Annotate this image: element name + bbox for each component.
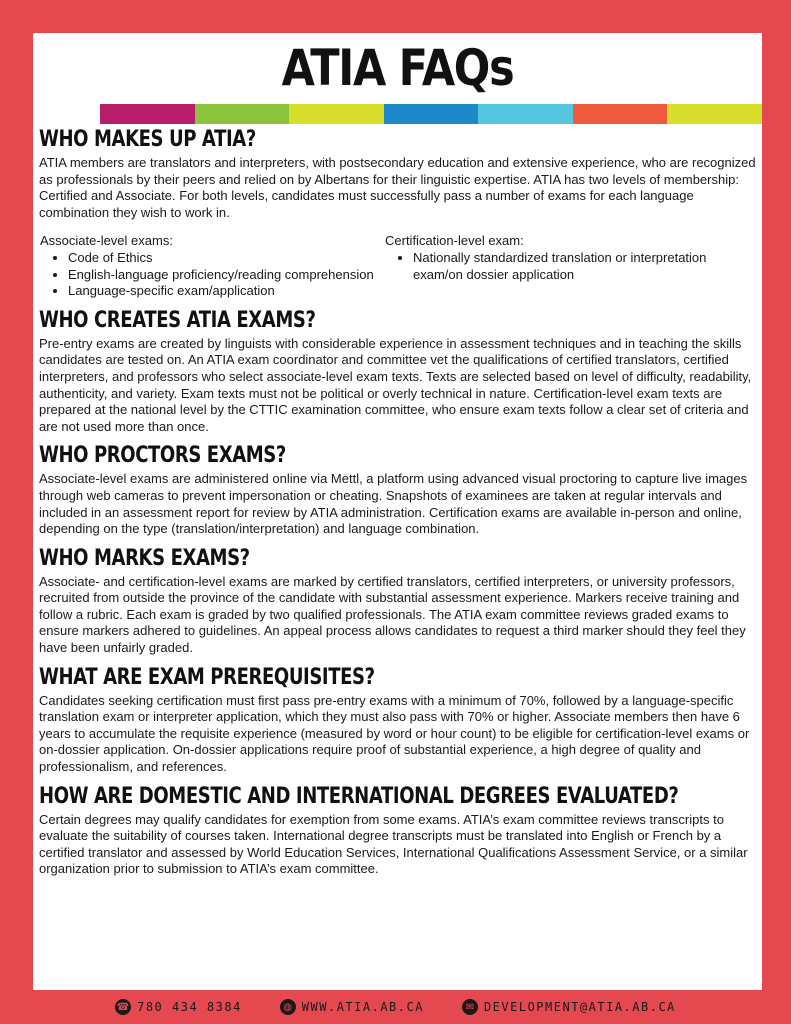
section-body: Associate- and certification-level exams are marked by certified translators, certified interpreters, or university professors, recruited from outside the province of the candidate with substantial assessment experience. Markers receive training and follow a rubric. Each exam is graded by two qualified professionals. The ATIA exam committee reviews graded exams to ensure markers adhered to guidelines. An appeal process allows candidates to request a third marker should they feel they have been unfairly graded. xyxy=(39,573,746,656)
section-creates xyxy=(39,306,759,436)
stripe-4 xyxy=(384,104,479,124)
phone-contact[interactable] xyxy=(115,999,242,1015)
list-item: • Language-specific exam/application xyxy=(68,283,385,300)
section-heading: WHO PROCTORS EXAMS? xyxy=(39,443,286,469)
certification-label: Certification-level exam: xyxy=(385,233,524,249)
faq-content xyxy=(39,125,759,878)
website-url: WWW.ATIA.AB.CA xyxy=(301,1000,424,1014)
associate-list xyxy=(40,250,385,300)
contact-footer xyxy=(0,990,791,1024)
certification-list xyxy=(385,250,725,283)
section-body: ATIA members are translators and interpreters, with postsecondary education and extensive experience, who are recognized as professionals by their peers and relied on by Albertans for their linguistic expertise. ATIA has two levels of membership: Certified and Associate. For both levels, candidates must successfully pass a number of exams for each language combination they wish to work in. xyxy=(39,155,756,220)
section-body: Associate-level exams are administered online via Mettl, a platform using advanced visual proctoring to capture live images through web cameras to prevent impersonation or cheating. Snapshots of examinees are taken at regular intervals and included in an assessment report for review by ATIA administration. Certification exams are available in-person and online, depending on the type (translation/interpretation) and language combination. xyxy=(39,471,748,537)
stripe-1 xyxy=(100,104,195,124)
section-degrees xyxy=(39,782,759,878)
list-item: • Nationally standardized translation or interpretation exam/on dossier application xyxy=(413,250,725,283)
list-item: • Code of Ethics xyxy=(68,250,385,267)
exam-levels xyxy=(39,233,759,299)
website-link[interactable] xyxy=(280,999,424,1015)
section-body: Pre-entry exams are created by linguists with considerable experience in assessment techniques and in teaching the skills candidates are tested on. An ATIA exam coordinator and committee vet the qualifications of certified translators, certified interpreters, and professors who select associate-level exam texts. Texts are selected based on level of difficulty, readability, authenticity, and variety. Exam texts must not be political or overly technical in nature. Certification-level exam texts are prepared at the national level by the CTTIC examination committee, who ensure exam texts follow a clear set of criteria and are not used more than once. xyxy=(39,335,752,434)
list-item: • English-language proficiency/reading comprehension xyxy=(68,267,385,284)
associate-exams xyxy=(39,233,385,299)
section-makes-up xyxy=(39,125,759,300)
section-body: Candidates seeking certification must first pass pre-entry exams with a minimum of 70%, followed by a language-specific translation exam or interpreter application, which they must also pass with 70% or higher. Associate members then have 6 years to accumulate the requisite experience (measured by word or hour count) to be eligible for certification-level exams or on-dossier application. On-dossier applications require proof of substantial experience, a high degree of quality and professionalism, and references. xyxy=(39,692,750,775)
section-heading: WHO CREATES ATIA EXAMS? xyxy=(39,307,316,333)
associate-label: Associate-level exams: xyxy=(40,233,173,249)
section-marks xyxy=(39,544,759,657)
page-title: ATIA FAQs xyxy=(281,39,514,97)
color-stripe-bar xyxy=(100,104,762,124)
section-proctors xyxy=(39,441,759,537)
email-icon: ✉ xyxy=(462,999,478,1015)
stripe-7 xyxy=(667,104,762,124)
section-heading: WHO MAKES UP ATIA? xyxy=(39,127,256,152)
phone-number: 780 434 8384 xyxy=(137,1000,242,1014)
stripe-2 xyxy=(195,104,290,124)
stripe-3 xyxy=(289,104,384,124)
document-page xyxy=(33,33,762,990)
certification-exams xyxy=(385,233,725,299)
globe-icon: ◍ xyxy=(280,999,296,1015)
section-heading: WHO MARKS EXAMS? xyxy=(39,545,250,571)
section-prereq xyxy=(39,663,759,776)
section-body: Certain degrees may qualify candidates for exemption from some exams. ATIA’s exam committee reviews transcripts to evaluate the suitability of courses taken. International degree transcripts must be translated into English or French by a certified translator and assessed by World Education Services, International Qualifications Assessment Service, or a similar organization prior to submission to ATIA’s exam committee. xyxy=(39,811,748,877)
stripe-5 xyxy=(478,104,573,124)
email-address: DEVELOPMENT@ATIA.AB.CA xyxy=(483,1000,676,1014)
section-heading: WHAT ARE EXAM PREREQUISITES? xyxy=(39,664,375,690)
section-heading: HOW ARE DOMESTIC AND INTERNATIONAL DEGREES EVALUATED? xyxy=(39,783,679,809)
stripe-6 xyxy=(573,104,668,124)
email-link[interactable] xyxy=(462,999,676,1015)
phone-icon: ☎ xyxy=(115,999,131,1015)
